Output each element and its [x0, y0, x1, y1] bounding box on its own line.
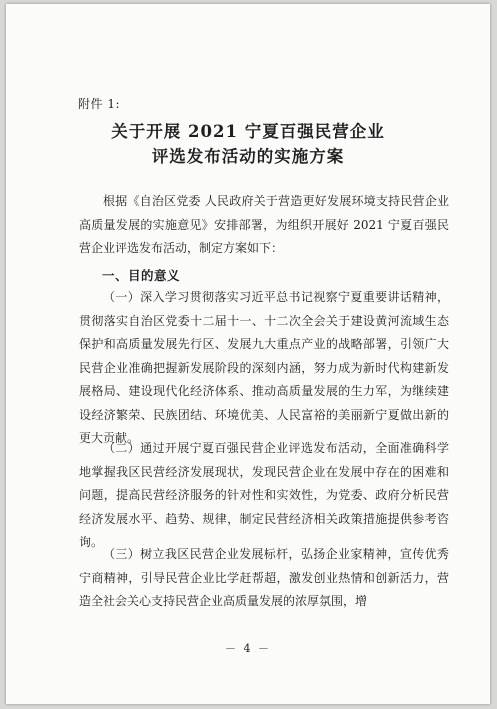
section-heading-purpose: 一、目的意义 [102, 268, 181, 283]
paragraph-1-block [79, 286, 449, 451]
paragraph-2-block [79, 437, 449, 555]
paragraph-2: （二）通过开展宁夏百强民营企业评选发布活动，全面准确科学地掌握我区民营经济发展现状，发现民营企业在发展中存在的困难和问题，提高民营经济服务的针对性和实效性，为党委、政府分析民营经济发展水平、趋势、规律，制定民营经济相关政策措施提供参考咨询。 [79, 441, 449, 549]
paragraph-3: （三）树立我区民营企业发展标杆，弘扬企业家精神，宣传优秀宁商精神，引导民营企业比学赶帮超，激发创业热情和创新活力，营造全社会关心支持民营企业高质量发展的浓厚氛围，增 [79, 547, 449, 608]
document-title-line2: 评选发布活动的实施方案 [151, 147, 345, 166]
paragraph-3-block [79, 543, 449, 614]
intro-paragraph-block [79, 190, 449, 261]
document-title-line1: 关于开展 2021 宁夏百强民营企业 [111, 122, 385, 141]
paragraph-1: （一）深入学习贯彻落实习近平总书记视察宁夏重要讲话精神，贯彻落实自治区党委十二届十一、十二次全会关于建设黄河流域生态保护和高质量发展先行区、发展九大重点产业的战略部署，引领广大民营企业准确把握新发展阶段的深刻内涵，努力成为新时代构建新发展格局、建设现代化经济体系、推动高质量发展的生力军，为继续建设经济繁荣、民族团结、环境优美、人民富裕的美丽新宁夏做出新的更大贡献。 [79, 290, 449, 445]
document-page [6, 4, 490, 704]
attachment-label: 附件 1: [78, 97, 120, 111]
page-number: － 4 － [225, 642, 271, 655]
intro-paragraph: 根据《自治区党委 人民政府关于营造更好发展环境支持民营企业高质量发展的实施意见》安排部署，为组织开展好 2021 宁夏百强民营企业评选发布活动，制定方案如下： [79, 194, 449, 255]
